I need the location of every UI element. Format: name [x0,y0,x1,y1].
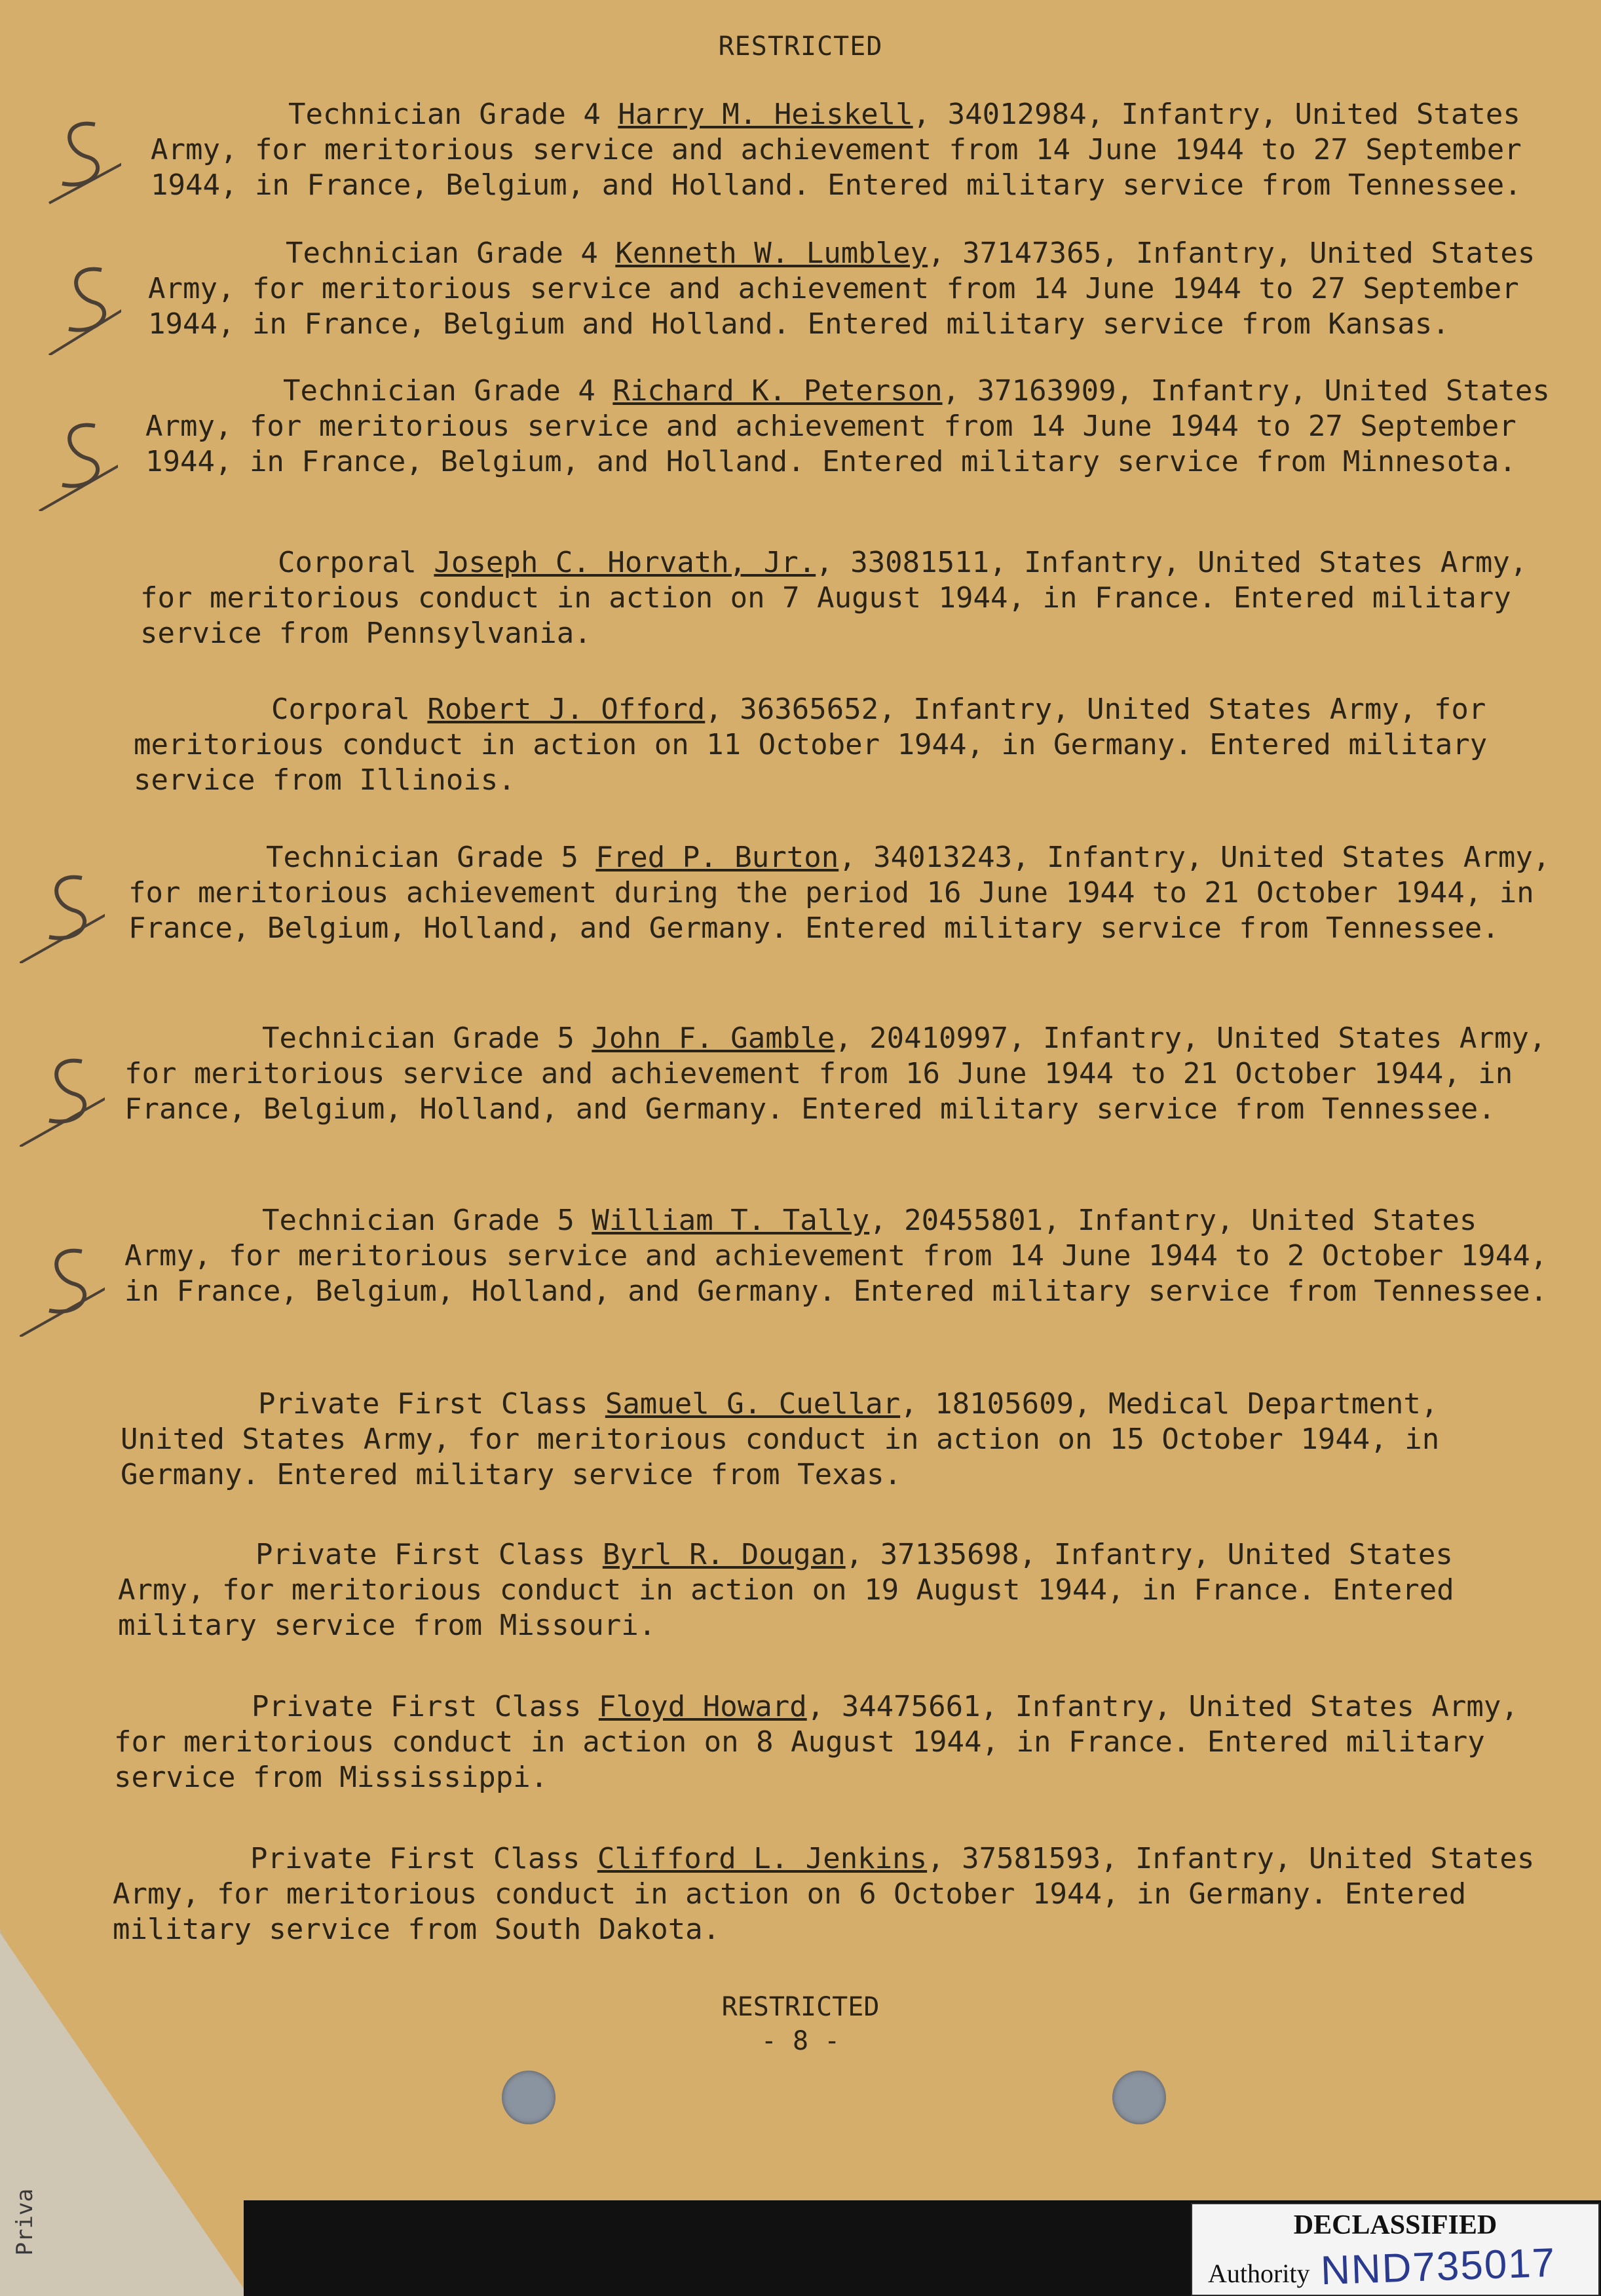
classification-footer: RESTRICTED [721,1992,880,2022]
entry-name: Kenneth W. Lumbley [615,237,928,270]
entry-text: , 36365652, Infantry, United States Army, for meritorious conduct in action on 11 October 1944, in Germany. Entered military service from Illinois. [134,693,1488,797]
handwritten-check-mark [20,1238,105,1337]
entry-name: Byrl R. Dougan [602,1538,846,1571]
mark-value: 5 [36,257,37,258]
award-entry [151,97,1579,203]
entry-rank: Private First Class [255,1538,586,1571]
handwritten-check-mark [20,1048,105,1147]
award-entry [124,1203,1553,1309]
entry-rank: Technician Grade 5 [262,1204,574,1237]
entry-text: , 20455801, Infantry, United States Army, for meritorious service and achievement from 14 June 1944 to 2 October 1944, in France, Belgium, Holland, and Germany. Entered military service from Tennessee. [124,1204,1548,1308]
entry-text: , 34012984, Infantry, United States Army, for meritorious service and achievement from 14 June 1944 to 27 September 1944, in France, Belgium, and Holland. Entered military service from Tennessee. [151,98,1522,202]
stamp-authority-code: NND735017 [1319,2240,1557,2294]
award-entry [113,1841,1541,1947]
entry-text: , 37147365, Infantry, United States Army, for meritorious service and achievement from 14 June 1944 to 27 September 1944, in France, Belgium and Holland. Entered military service from Kansas. [148,237,1535,341]
entry-text: , 37581593, Infantry, United States Army, for meritorious conduct in action on 6 October 1944, in Germany. Entered military service from South Dakota. [113,1842,1535,1946]
entry-rank: Technician Grade 4 [288,98,601,131]
entry-text: , 37135698, Infantry, United States Army, for meritorious conduct in action on 19 August 1944, in France. Entered military service from Missouri. [118,1538,1454,1642]
entry-name: Fred P. Burton [595,841,839,874]
award-entry [118,1537,1546,1643]
entry-rank: Technician Grade 4 [283,374,595,408]
margin-note: Priva [12,2189,38,2256]
handwritten-check-mark [20,865,105,963]
punch-hole [502,2071,556,2124]
award-entry [124,1021,1553,1127]
handwritten-check-mark [36,257,121,355]
entry-rank: Corporal [278,546,417,579]
entry-name: John F. Gamble [592,1022,835,1055]
entry-name: Harry M. Heiskell [618,98,913,131]
mark-value: 5 [36,111,37,112]
handwritten-check-mark [36,111,121,210]
handwritten-check-mark [33,413,118,511]
entry-rank: Technician Grade 5 [262,1022,574,1055]
entry-name: Joseph C. Horvath, Jr. [434,546,816,579]
entry-rank: Private First Class [252,1690,582,1723]
entry-name: Samuel G. Cuellar [605,1387,901,1421]
stamp-authority-label: Authority [1208,2259,1310,2288]
entry-text: , 34013243, Infantry, United States Army, for meritorious achievement during the period 16 June 1944 to 21 October 1944, in France, Belgium, Holland, and Germany. Entered military service from Tennessee. [128,841,1551,945]
entry-name: Floyd Howard [598,1690,807,1723]
entry-rank: Corporal [271,693,410,726]
award-entry [134,692,1562,798]
punch-hole [1112,2071,1166,2124]
entry-text: , 33081511, Infantry, United States Army, for meritorious conduct in action on 7 August 1944, in France. Entered military service from Pennsylvania. [140,546,1528,650]
entry-name: William T. Tally [592,1204,870,1237]
declassified-stamp [1191,2203,1600,2296]
entry-text: , 18105609, Medical Department, United States Army, for meritorious conduct in action on 15 October 1944, in Germany. Entered military service from Texas. [121,1387,1440,1491]
entry-text: , 34475661, Infantry, United States Army, for meritorious conduct in action on 8 August 1944, in France. Entered military service from Mississippi. [114,1690,1518,1794]
entry-name: Robert J. Offord [427,693,706,726]
entry-rank: Technician Grade 4 [286,237,598,270]
entry-rank: Private First Class [250,1842,580,1875]
entry-name: Clifford L. Jenkins [597,1842,928,1875]
entry-text: , 37163909, Infantry, United States Army, for meritorious service and achievement from 14 June 1944 to 27 September 1944, in France, Belgium, and Holland. Entered military service from Minnesota. [145,374,1550,478]
stamp-title: DECLASSIFIED [1293,2210,1497,2240]
award-entry [140,545,1568,651]
page-number: - 8 - [761,2026,840,2056]
award-entry [128,840,1556,946]
entry-text: , 20410997, Infantry, United States Army, for meritorious service and achievement from 16 June 1944 to 21 October 1944, in France, Belgium, Holland, and Germany. Entered military service from Tennessee. [124,1022,1547,1126]
classification-header: RESTRICTED [718,31,883,62]
entry-rank: Private First Class [258,1387,588,1421]
entry-name: Richard K. Peterson [612,374,943,408]
award-entry [114,1689,1542,1795]
award-entry [148,236,1576,342]
award-entry [121,1387,1549,1493]
award-entry [145,373,1573,480]
entry-rank: Technician Grade 5 [266,841,578,874]
